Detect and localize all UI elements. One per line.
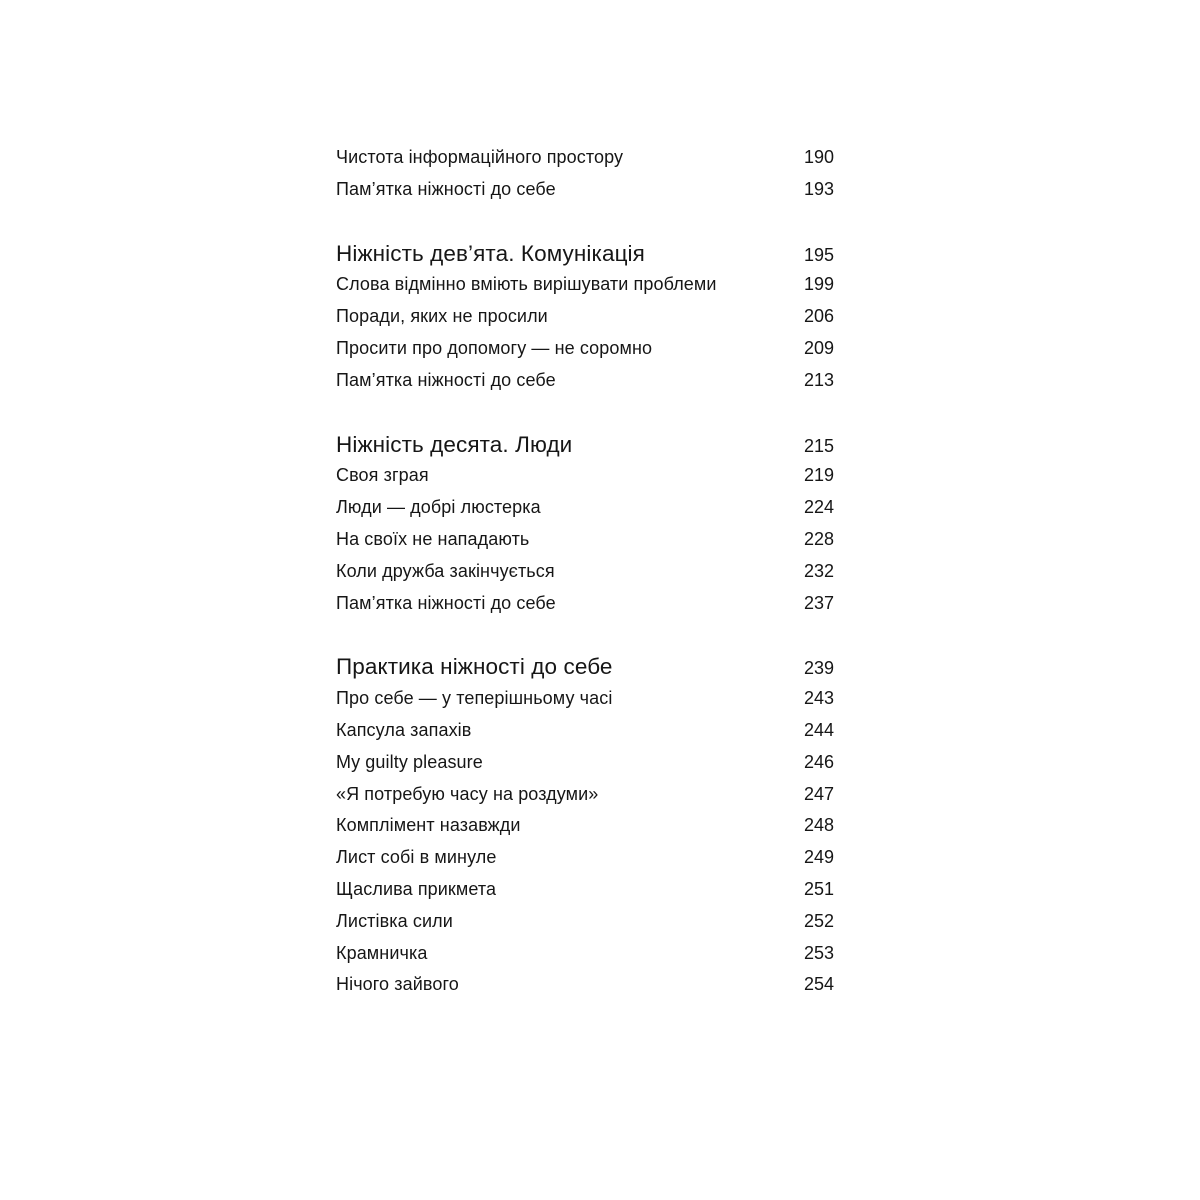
toc-entry-title: Чистота інформаційного простору [336,147,624,167]
toc-entry[interactable] [336,524,834,556]
toc-entry-title: My guilty pleasure [336,751,483,772]
toc-entry[interactable] [336,747,834,779]
toc-section-heading[interactable] [336,429,834,461]
toc-entry-title: Комплімент назавжди [336,815,521,836]
toc-entry-title: Слова відмінно вміють вирішувати проблеми [336,274,717,295]
section-spacer [336,619,834,651]
toc-entry-title: Своя зграя [336,465,429,486]
toc-entry[interactable] [336,301,834,333]
toc-entry-page: 193 [803,178,834,199]
toc-entry-title: Капсула запахів [336,719,472,740]
toc-entry[interactable] [336,683,834,715]
toc-entry-title: Пам’ятка ніжності до себе [336,178,556,199]
toc-section-heading[interactable] [336,651,834,683]
toc-entry[interactable] [336,779,834,811]
toc-entry[interactable] [336,969,834,1001]
toc-entry[interactable] [336,906,834,938]
toc-section-page: 195 [803,244,834,265]
toc-entry-page: 190 [803,147,834,167]
toc-entry-page: 213 [803,369,834,390]
toc-entry-page: 243 [803,688,834,709]
toc-entry-page: 206 [803,306,834,327]
toc-entry[interactable] [336,269,834,301]
toc-entry[interactable] [336,715,834,747]
toc-entry[interactable] [336,142,834,174]
section-spacer [336,206,834,238]
toc-entry[interactable] [336,810,834,842]
toc-section-title: Ніжність дев’ята. Комунікація [336,240,645,266]
toc-section-title: Ніжність десята. Люди [336,431,573,457]
toc-entry-title: Люди — добрі люстерка [336,497,541,518]
toc-entry-title: Щаслива прикмета [336,878,497,899]
toc-entry-title: Просити про допомогу — не соромно [336,337,653,358]
toc-entry-title: Крамничка [336,942,428,963]
section-spacer [336,397,834,429]
toc-section-page: 239 [803,658,834,679]
toc-entry-title: Про себе — у теперішньому часі [336,688,613,709]
toc-entry-page: 252 [803,910,834,931]
toc-entry[interactable] [336,333,834,365]
toc-entry[interactable] [336,460,834,492]
toc-entry-page: 209 [803,337,834,358]
toc-section-heading[interactable] [336,238,834,270]
toc-entry-page: 219 [803,465,834,486]
toc-entry-title: «Я потребую часу на роздуми» [336,783,599,804]
toc-entry[interactable] [336,874,834,906]
table-of-contents [336,142,834,1001]
toc-entry[interactable] [336,492,834,524]
toc-entry-page: 224 [803,497,834,518]
toc-entry-page: 246 [803,751,834,772]
toc-entry-title: Нічого зайвого [336,974,459,995]
toc-entry-page: 253 [803,942,834,963]
toc-entry[interactable] [336,174,834,206]
toc-entry-page: 244 [803,719,834,740]
toc-entry-page: 248 [803,815,834,836]
toc-entry-title: Коли дружба закінчується [336,560,555,581]
toc-section-title: Практика ніжності до себе [336,654,613,680]
toc-entry-page: 237 [803,592,834,613]
toc-entry-page: 232 [803,560,834,581]
toc-entry-page: 199 [803,274,834,295]
toc-entry-title: Пам’ятка ніжності до себе [336,592,556,613]
toc-section-page: 215 [803,435,834,456]
toc-entry-title: На своїх не нападають [336,528,530,549]
toc-entry-page: 251 [803,878,834,899]
toc-entry[interactable] [336,588,834,620]
toc-entry-page: 247 [803,783,834,804]
toc-entry-page: 249 [803,847,834,868]
toc-entry-page: 254 [803,974,834,995]
toc-entry[interactable] [336,842,834,874]
toc-entry-title: Поради, яких не просили [336,306,548,327]
toc-entry[interactable] [336,938,834,970]
toc-entry[interactable] [336,556,834,588]
toc-entry-title: Листівка сили [336,910,453,931]
toc-entry-page: 228 [803,528,834,549]
toc-entry[interactable] [336,365,834,397]
toc-entry-title: Пам’ятка ніжності до себе [336,369,556,390]
toc-entry-title: Лист собі в минуле [336,847,497,868]
